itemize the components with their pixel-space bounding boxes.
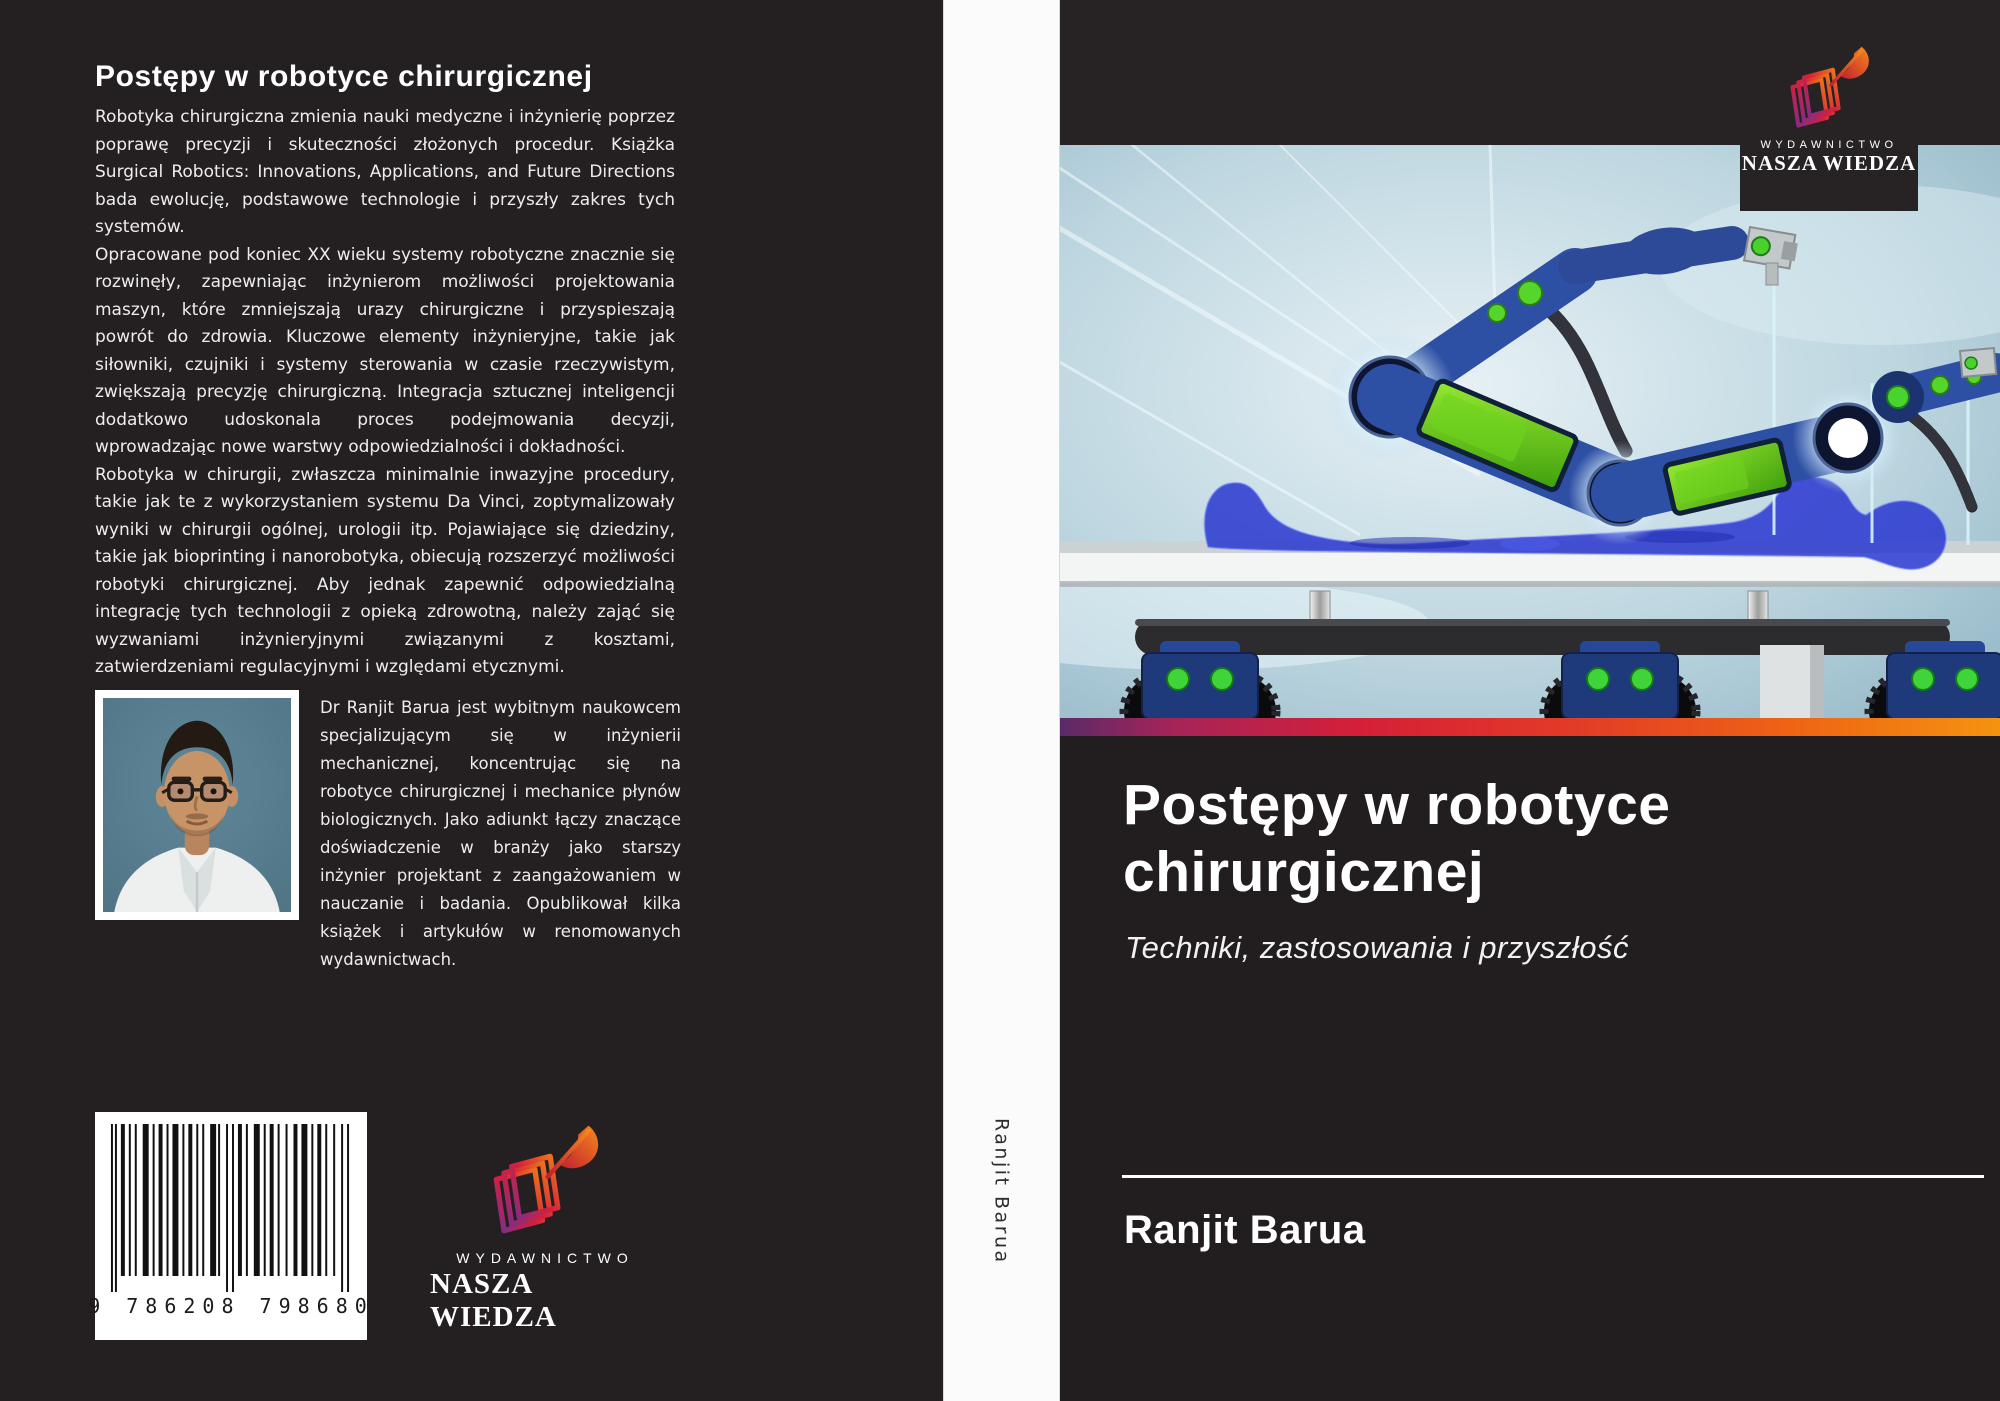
author-portrait-illustration	[103, 698, 291, 912]
barcode-digits: 9 786208 798680	[88, 1294, 374, 1318]
author-photo	[95, 690, 299, 920]
spine-author: Ranjit Barua	[990, 1118, 1013, 1265]
surgical-robot-illustration	[1060, 145, 2000, 718]
back-cover-description	[95, 104, 675, 682]
publisher-name-line2: NASZA WIEDZA	[1741, 151, 1917, 175]
front-cover-title: Postępy w robotyce chirurgicznej	[1123, 773, 1671, 904]
publisher-logo-front	[1740, 35, 1918, 211]
description-paragraph: Opracowane pod koniec XX wieku systemy robotyczne znacznie się rozwinęły, zapewniając inżynierom możliwości projektowania maszyn, które zmniejszają urazy chirurgiczne i przyspieszają powrót do zdrowia. Kluczowe elementy inżynieryjne, takie jak siłowniki, czujniki i systemy sterowania w czasie rzeczywistym, zwiększają precyzję chirurgiczną. Integracja sztucznej inteligencji dodatkowo udoskonala proces podejmowania decyzji, wprowadzając nowe warstwy odpowiedzialności i dokładności.	[95, 244, 675, 457]
publisher-name-line1: WYDAWNICTWO	[1760, 139, 1898, 151]
back-cover	[0, 0, 943, 1401]
publisher-logo-back	[430, 1118, 660, 1334]
accent-gradient-bar	[1060, 718, 2000, 736]
book-feather-logo-icon	[481, 1118, 609, 1246]
barcode-bars	[107, 1124, 355, 1292]
publisher-name-line2: NASZA WIEDZA	[430, 1268, 557, 1333]
front-cover-author: Ranjit Barua	[1124, 1208, 1366, 1252]
publisher-name-line1: WYDAWNICTWO	[456, 1250, 634, 1266]
spine	[943, 0, 1060, 1401]
description-paragraph: Robotyka chirurgiczna zmienia nauki medyczne i inżynierię poprzez poprawę precyzji i skuteczności złożonych procedur. Książka Surgical Robotics: Innovations, Applications, and Future Directions bada ewolucję, podstawowe technologie i przyszły zakres tych systemów.	[95, 107, 675, 237]
description-paragraph: Robotyka w chirurgii, zwłaszcza minimalnie inwazyjne procedury, takie jak te z wykorzystaniem systemu Da Vinci, zoptymalizowały wyniki w chirurgii ogólnej, urologii itp. Pojawiające się dziedziny, takie jak bioprinting i nanorobotyka, obiecują rozszerzyć możliwości robotyki chirurgicznej. Aby jednak zapewnić odpowiedzialną integrację tych technologii z opieką zdrowotną, należy zająć się wyzwaniami inżynieryjnymi związanymi z kosztami, zatwierdzeniami regulacyjnymi i względami etycznymi.	[95, 464, 675, 677]
front-cover-subtitle: Techniki, zastosowania i przyszłość	[1125, 930, 1629, 965]
author-bio-text: Dr Ranjit Barua jest wybitnym naukowcem specjalizującym się w inżynierii mechanicznej, koncentrując się na robotyce chirurgicznej i mechanice płynów biologicznych. Jako adiunkt łączy znaczące doświadczenie w branży jako starszy inżynier projektant z zaangażowaniem w nauczanie i badania. Opublikował kilka książek i artykułów w renomowanych wydawnictwach.	[320, 698, 681, 969]
ean-barcode	[88, 1112, 374, 1340]
back-cover-title: Postępy w robotyce chirurgicznej	[95, 60, 593, 93]
front-cover	[1060, 0, 2000, 1401]
book-feather-logo-icon	[1781, 41, 1877, 137]
divider-rule	[1122, 1175, 1984, 1178]
